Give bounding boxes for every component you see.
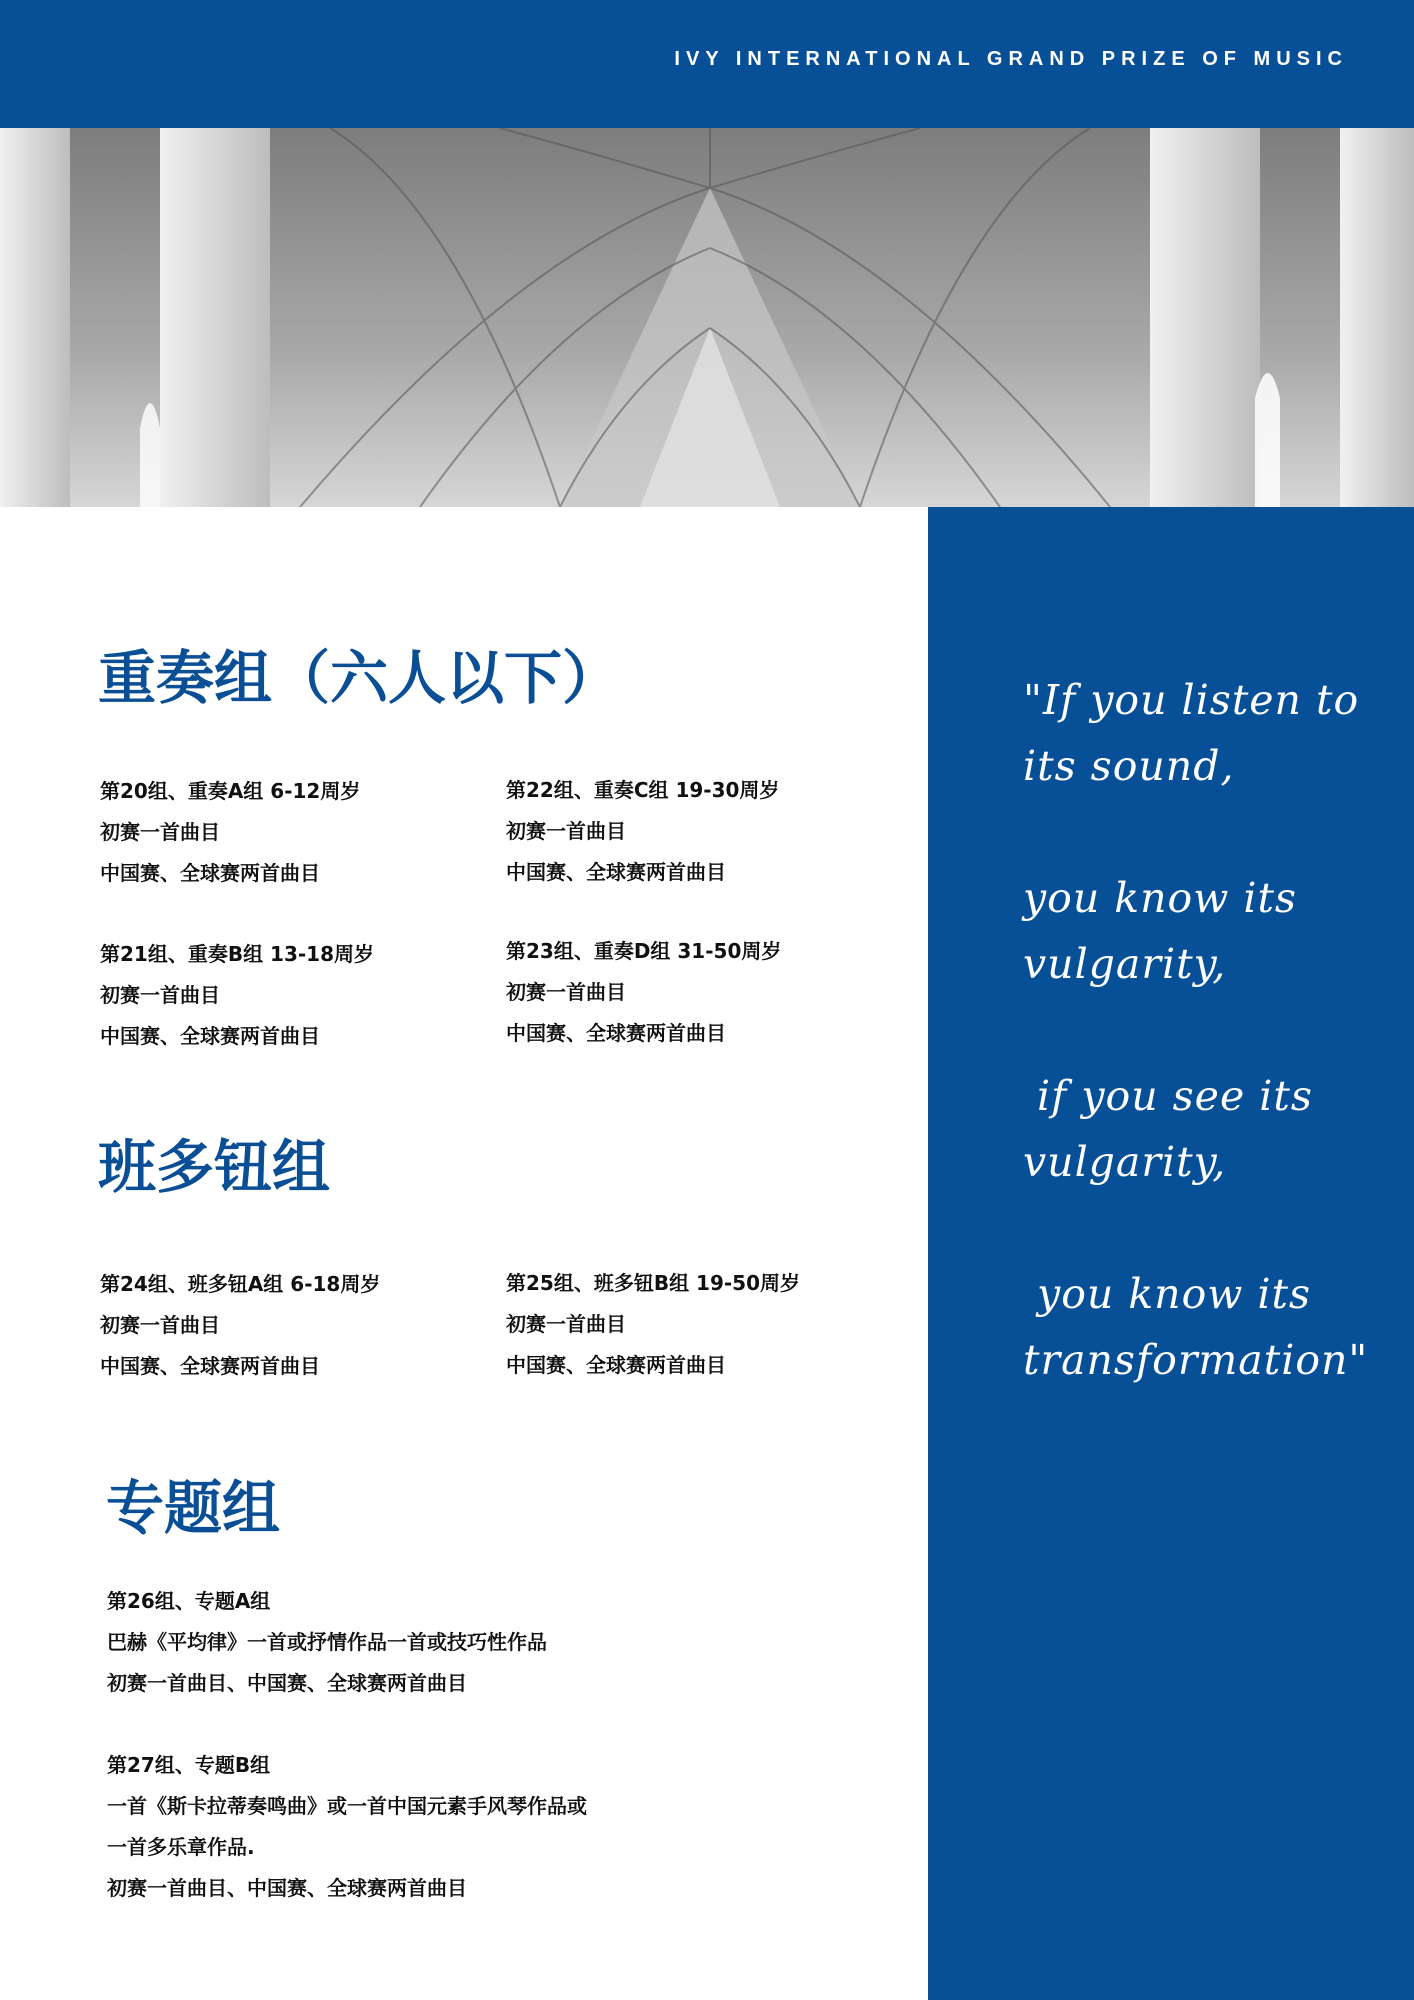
quote-line: vulgarity, xyxy=(1023,940,1227,988)
quote-line: vulgarity, xyxy=(1023,1138,1227,1186)
quote-line: you know its xyxy=(1023,1270,1312,1318)
entry-line: 初赛一首曲目、中国赛、全球赛两首曲目 xyxy=(107,1671,467,1695)
header-bar xyxy=(0,0,1414,128)
category-entry xyxy=(506,931,781,1054)
category-entry xyxy=(107,1745,587,1909)
entry-line: 中国赛、全球赛两首曲目 xyxy=(506,1021,726,1045)
entry-line: 初赛一首曲目 xyxy=(506,819,626,843)
category-entry xyxy=(100,934,374,1057)
entry-line: 中国赛、全球赛两首曲目 xyxy=(506,1353,726,1377)
entry-heading: 第24组、班多钮A组 6-18周岁 xyxy=(100,1272,381,1296)
entry-line: 初赛一首曲目 xyxy=(506,980,626,1004)
entry-heading: 第20组、重奏A组 6-12周岁 xyxy=(100,779,361,803)
category-entry xyxy=(100,771,360,894)
quote-line: its sound, xyxy=(1023,742,1235,790)
entry-line: 一首多乐章作品. xyxy=(107,1835,255,1859)
cathedral-vault-image xyxy=(0,128,1414,507)
entry-heading: 第23组、重奏D组 31-50周岁 xyxy=(506,939,782,963)
entry-heading: 第27组、专题B组 xyxy=(107,1753,271,1777)
entry-line: 初赛一首曲目 xyxy=(100,983,220,1007)
category-entry xyxy=(506,770,779,893)
section-title-bandoneon: 班多钮组 xyxy=(98,1133,331,1201)
quote-line: "If you listen to xyxy=(1023,676,1360,724)
entry-line: 巴赫《平均律》一首或抒情作品一首或技巧性作品 xyxy=(107,1630,547,1654)
entry-line: 初赛一首曲目 xyxy=(100,1313,220,1337)
entry-line: 中国赛、全球赛两首曲目 xyxy=(100,861,320,885)
quote-line: you know its xyxy=(1023,874,1297,922)
category-entry xyxy=(506,1263,800,1386)
entry-heading: 第21组、重奏B组 13-18周岁 xyxy=(100,942,375,966)
entry-line: 一首《斯卡拉蒂奏鸣曲》或一首中国元素手风琴作品或 xyxy=(107,1794,587,1818)
header-title: IVY INTERNATIONAL GRAND PRIZE OF MUSIC xyxy=(674,48,1348,70)
section-title-ensemble: 重奏组（六人以下） xyxy=(98,644,621,712)
quote-line: if you see its xyxy=(1023,1072,1313,1120)
quote-panel xyxy=(928,507,1414,2000)
category-entry xyxy=(107,1581,547,1704)
entry-line: 初赛一首曲目、中国赛、全球赛两首曲目 xyxy=(107,1876,467,1900)
entry-heading: 第26组、专题A组 xyxy=(107,1589,271,1613)
section-title-special: 专题组 xyxy=(106,1474,281,1542)
entry-line: 中国赛、全球赛两首曲目 xyxy=(506,860,726,884)
entry-heading: 第22组、重奏C组 19-30周岁 xyxy=(506,778,780,802)
entry-line: 初赛一首曲目 xyxy=(506,1312,626,1336)
entry-line: 中国赛、全球赛两首曲目 xyxy=(100,1354,320,1378)
quote-text xyxy=(1023,667,1403,1393)
quote-line: transformation" xyxy=(1023,1336,1369,1384)
entry-line: 初赛一首曲目 xyxy=(100,820,220,844)
entry-line: 中国赛、全球赛两首曲目 xyxy=(100,1024,320,1048)
category-entry xyxy=(100,1264,380,1387)
entry-heading: 第25组、班多钮B组 19-50周岁 xyxy=(506,1271,801,1295)
